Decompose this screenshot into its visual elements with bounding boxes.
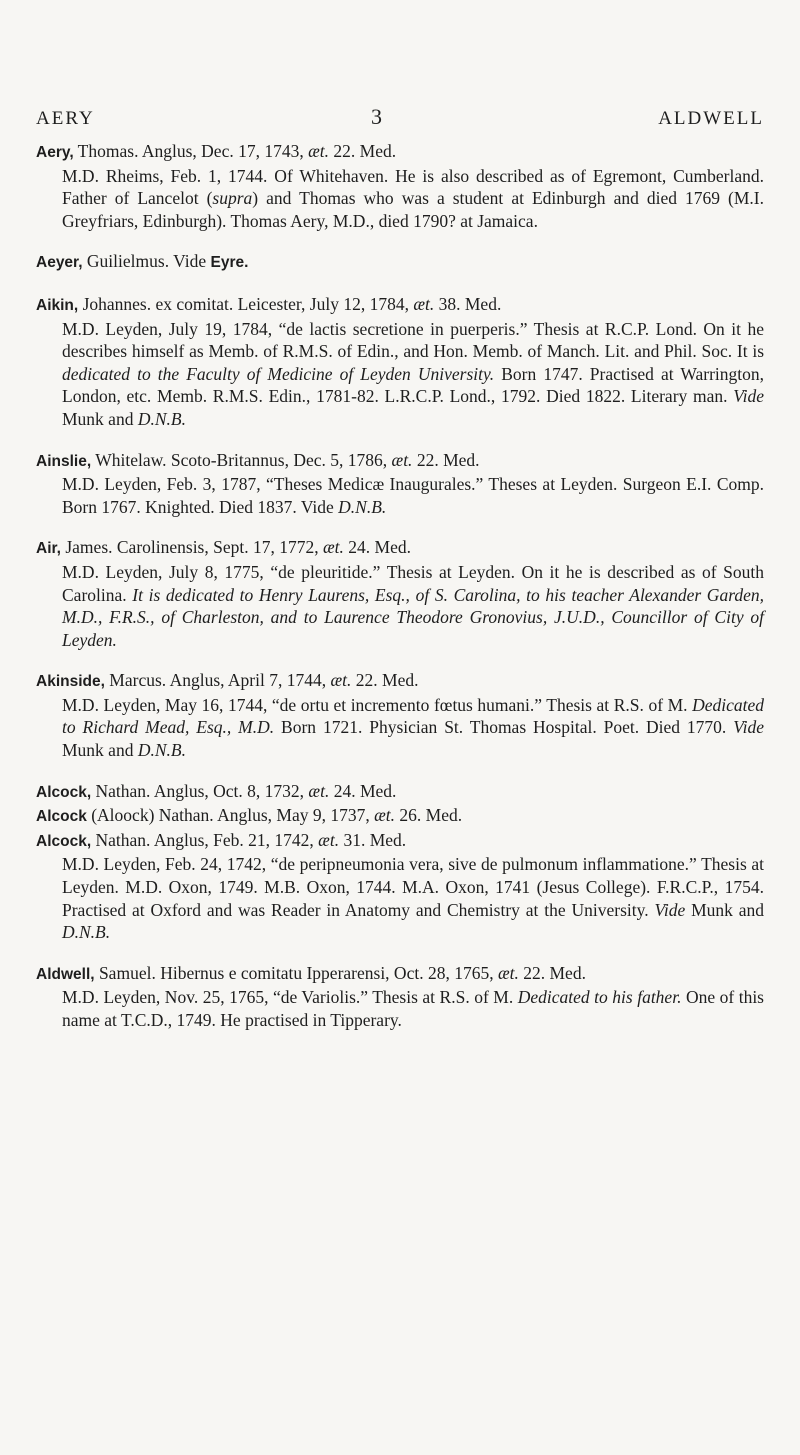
entry-name: Akinside,	[36, 673, 105, 691]
entry-text: 31. Med.	[339, 829, 407, 850]
entry-text: Munk and	[685, 899, 764, 920]
entry-list	[36, 140, 764, 1050]
entry-text: Samuel. Hibernus e comitatu Ipperarensi, Oct. 28, 1765,	[94, 962, 498, 983]
italic-text: D.N.B.	[338, 496, 387, 517]
italic-text: æt.	[413, 293, 435, 314]
entry-text: Whitelaw. Scoto-Britannus, Dec. 5, 1786,	[91, 449, 392, 470]
italic-text: æt.	[374, 805, 396, 826]
entry-text: M.D. Leyden, July 8, 1775, “de pleuritide.” Thesis at Leyden. On it he is described as of South Carolina.	[62, 561, 764, 605]
italic-text: Dedicated to Richard Mead, Esq., M.D.	[62, 694, 764, 738]
entry-text: Born 1721. Physician St. Thomas Hospital. Poet. Died 1770.	[274, 717, 734, 738]
entry-name: Ainslie,	[36, 452, 92, 470]
italic-text: D.N.B.	[62, 922, 111, 943]
header-left: AERY	[36, 108, 95, 129]
italic-text: æt.	[308, 780, 330, 801]
entry-text: Johannes. ex comitat. Leicester, July 12, 1784,	[78, 293, 414, 314]
entry-text: Munk and	[62, 740, 138, 761]
italic-text: It is dedicated to Henry Laurens, Esq., of S. Carolina, to his teacher Alexander Garden, M.D., F.R.S., of Charleston, and to Laurence Theodore Gronovius, J.U.D., Councillor of City of Leyden.	[62, 584, 765, 650]
entry-text: Marcus. Anglus, April 7, 1744,	[104, 670, 331, 691]
entry-text: 26. Med.	[395, 805, 463, 826]
italic-text: æt.	[497, 962, 519, 983]
entry-text: ) and Thomas who was a student at Edinburgh and died 1769 (M.I. Greyfriars, Edinburgh). Thomas Aery, M.D., died 1790? at Jamaica.	[62, 188, 765, 231]
entry-text: 22. Med.	[351, 670, 419, 691]
entry-text: 24. Med.	[329, 780, 397, 801]
italic-text: æt.	[330, 670, 352, 691]
entry-text: M.D. Leyden, Feb. 3, 1787, “Theses Medicæ Inaugurales.” Theses at Leyden. Surgeon E.I. Comp. Born 1767. Knighted. Died 1837. Vide	[62, 474, 764, 517]
header-right: ALDWELL	[658, 108, 764, 129]
entry-name: Aery,	[36, 144, 74, 161]
entry-text: 38. Med.	[434, 293, 502, 314]
entry-text: One of this name at T.C.D., 1749. He practised in Tipperary.	[62, 987, 764, 1030]
entry-text: Thomas. Anglus, Dec. 17, 1743,	[73, 141, 309, 161]
italic-text: dedicated to the Faculty of Medicine of Leyden University.	[62, 363, 495, 384]
entry-text: Nathan. Anglus, Oct. 8, 1732,	[91, 780, 309, 801]
entry	[36, 449, 764, 519]
entry-text: M.D. Leyden, May 16, 1744, “de ortu et incremento fœtus humani.” Thesis at R.S. of M.	[62, 694, 693, 715]
entry-text: M.D. Leyden, July 19, 1784, “de lactis secretione in puerperis.” Thesis at R.C.P. Lond. On it he describes himself as Memb. of R.M.S. of Edin., and Hon. Memb. of Manch. Lit. and Phil. Soc. It is	[62, 318, 764, 362]
entry-text: 24. Med.	[343, 537, 411, 558]
entry-name: Aeyer,	[36, 254, 83, 272]
italic-text: æt.	[308, 141, 330, 161]
entry-text: Nathan. Anglus, Feb. 21, 1742,	[91, 829, 319, 850]
entry-text: 22. Med.	[412, 449, 480, 470]
italic-text: Vide	[654, 899, 686, 920]
italic-text: æt.	[318, 829, 340, 850]
entry-name: Alcock,	[36, 783, 92, 801]
entry	[36, 669, 764, 761]
entry	[36, 250, 764, 275]
entry-name: Aldwell,	[36, 965, 95, 983]
entry-text: 22. Med.	[329, 141, 397, 161]
entry-name: Air,	[36, 540, 61, 558]
entry-name: Alcock,	[36, 832, 92, 850]
entry-text: M.D. Rheims, Feb. 1, 1744. Of Whitehaven. He is also described as of Egremont, Cumberland. Father of Lancelot (	[62, 165, 764, 209]
entry-name: Aikin,	[36, 296, 79, 314]
italic-text: Dedicated to his father.	[517, 987, 682, 1008]
entry	[36, 804, 764, 829]
page-number: 3	[370, 104, 382, 129]
entry	[36, 536, 764, 651]
entry-text: James. Carolinensis, Sept. 17, 1772,	[60, 537, 323, 558]
entry	[36, 293, 764, 431]
cross-reference: Eyre.	[210, 254, 249, 272]
entry-text: M.D. Leyden, Nov. 25, 1765, “de Variolis.” Thesis at R.S. of M.	[62, 987, 518, 1008]
italic-text: D.N.B.	[137, 740, 186, 761]
entry	[36, 780, 764, 805]
running-header	[36, 104, 764, 130]
entry	[36, 140, 764, 232]
italic-text: æt.	[391, 449, 413, 470]
italic-text: supra	[212, 188, 253, 209]
entry-text: 22. Med.	[518, 962, 586, 983]
entry-text: Born 1747. Practised at Warrington, London, etc. Memb. R.M.S. Edin., 1781-82. L.R.C.P. Lond., 1792. Died 1822. Literary man.	[62, 363, 764, 407]
entry-name: Alcock	[36, 808, 87, 826]
entry-text: (Aloock) Nathan. Anglus, May 9, 1737,	[86, 805, 375, 826]
entry	[36, 962, 764, 1032]
entry	[36, 829, 764, 944]
italic-text: D.N.B.	[137, 408, 186, 429]
italic-text: æt.	[322, 537, 344, 558]
entry-text: Guilielmus. Vide	[82, 251, 211, 272]
italic-text: Vide	[733, 717, 764, 738]
entry-text: Munk and	[62, 408, 138, 429]
entry-text: M.D. Leyden, Feb. 24, 1742, “de peripneumonia vera, sive de pulmonum inflammatione.” Thesis at Leyden. M.D. Oxon, 1749. M.B. Oxon, 1744. M.A. Oxon, 1741 (Jesus College). F.R.C.P., 1754. Practised at Oxford and was Reader in Anatomy and Chemistry at the University.	[62, 854, 764, 920]
italic-text: Vide	[733, 386, 764, 407]
